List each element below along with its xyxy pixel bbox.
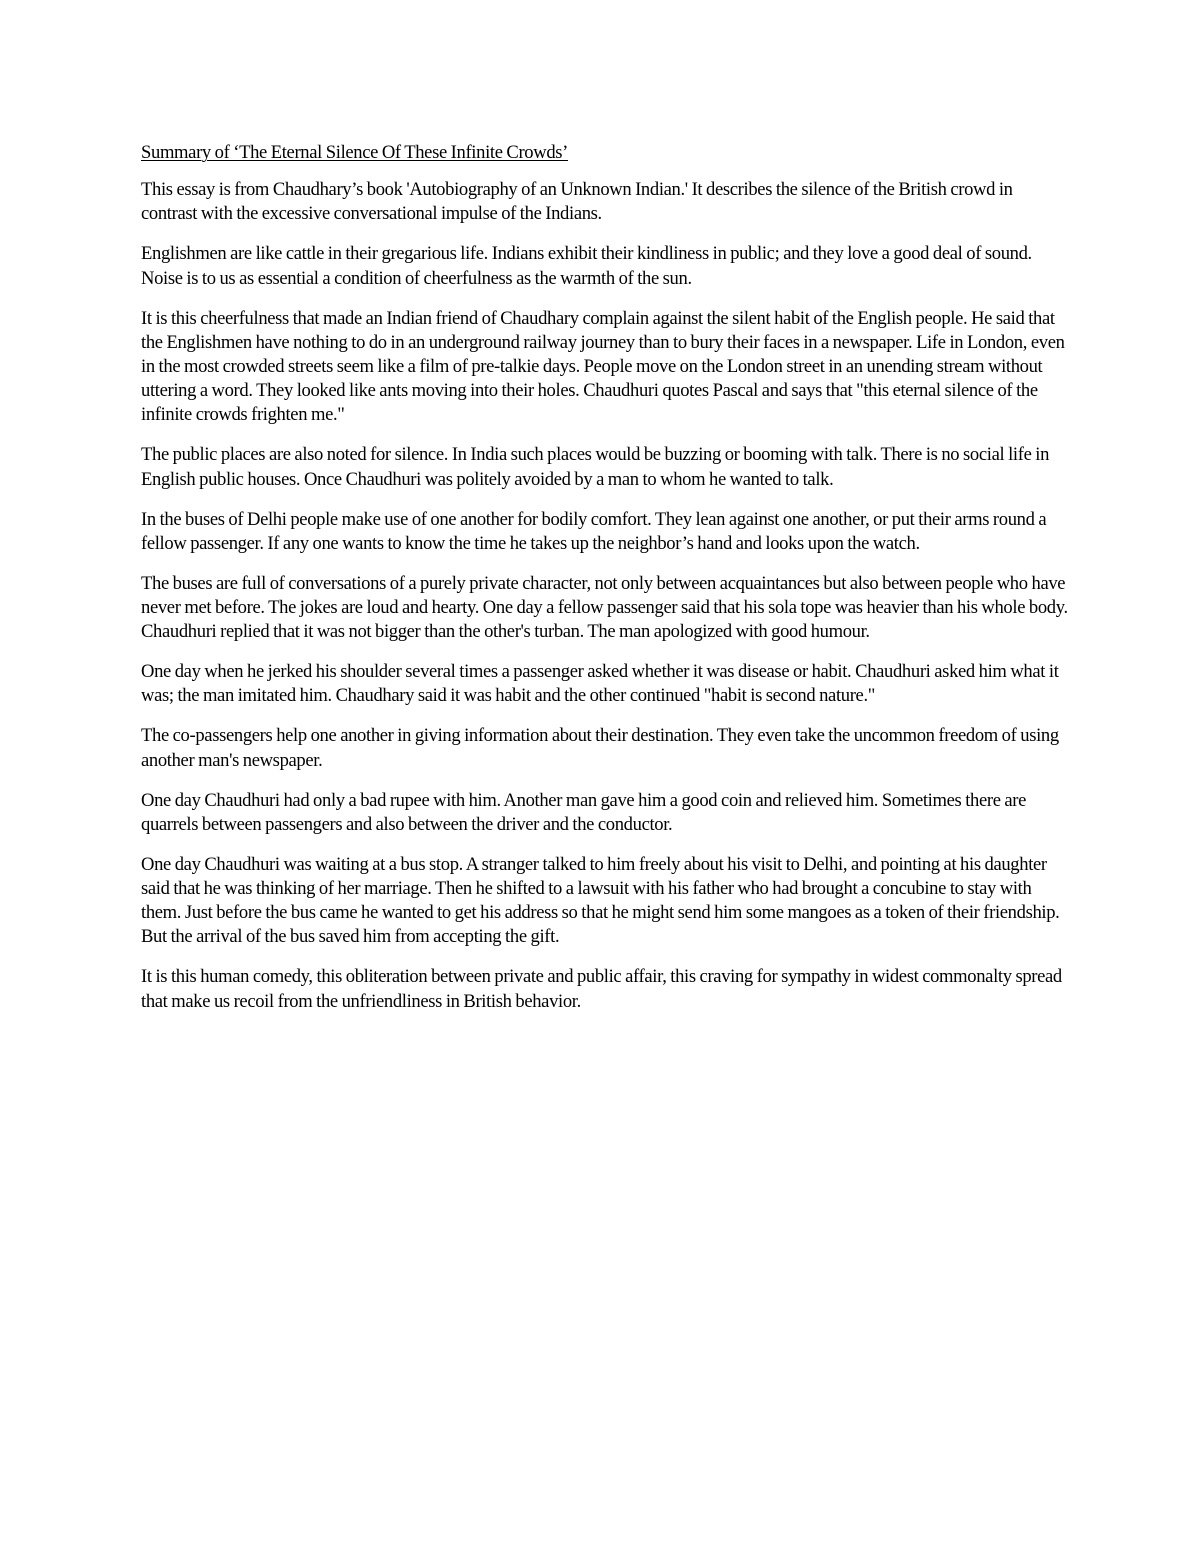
paragraph-8: The co-passengers help one another in giving information about their destination. They even take the uncommon freedom of using another man's newspaper.: [141, 725, 1059, 771]
paragraph-10: One day Chaudhuri was waiting at a bus stop. A stranger talked to him freely about his visit to Delhi, and pointing at his daughter said that he was thinking of her marriage. Then he shifted to a lawsuit with his father who had brought a concubine to stay with them. Just before the bus came he wanted to get his address so that he might send him some mangoes as a token of their friendship. But the arrival of the bus saved him from accepting the gift.: [141, 853, 1060, 948]
paragraph-5: In the buses of Delhi people make use of one another for bodily comfort. They lean against one another, or put their arms round a fellow passenger. If any one wants to know the time he takes up the neighbor’s hand and looks upon the watch.: [141, 508, 1047, 554]
paragraph-7: One day when he jerked his shoulder several times a passenger asked whether it was disease or habit. Chaudhuri asked him what it was; the man imitated him. Chaudhary said it was habit and the other continued "habit is second nature.": [141, 661, 1059, 707]
paragraph-9: One day Chaudhuri had only a bad rupee with him. Another man gave him a good coin and relieved him. Sometimes there are quarrels between passengers and also between the driver and the conductor.: [141, 789, 1027, 835]
paragraph-6: The buses are full of conversations of a purely private character, not only between acquaintances but also between people who have never met before. The jokes are loud and hearty. One day a fellow passenger said that his sola tope was heavier than his whole body. Chaudhuri replied that it was not bigger than the other's turban. The man apologized with good humour.: [141, 572, 1068, 643]
paragraph-3: It is this cheerfulness that made an Indian friend of Chaudhary complain against the silent habit of the English people. He said that the Englishmen have nothing to do in an underground railway journey than to bury their faces in a newspaper. Life in London, even in the most crowded streets seem like a film of pre-talkie days. People move on the London street in an unending stream without uttering a word. They looked like ants moving into their holes. Chaudhuri quotes Pascal and says that "this eternal silence of the infinite crowds frighten me.": [141, 307, 1065, 426]
document-body: [141, 141, 1071, 1030]
paragraph-2: Englishmen are like cattle in their gregarious life. Indians exhibit their kindliness in public; and they love a good deal of sound. Noise is to us as essential a condition of cheerfulness as the warmth of the sun.: [141, 243, 1032, 289]
paragraph-1: This essay is from Chaudhary’s book 'Autobiography of an Unknown Indian.' It describes the silence of the British crowd in contrast with the excessive conversational impulse of the Indians.: [141, 179, 1013, 225]
document-title: Summary of ‘The Eternal Silence Of These Infinite Crowds’: [141, 142, 568, 163]
paragraph-11: It is this human comedy, this obliteration between private and public affair, this craving for sympathy in widest commonalty spread that make us recoil from the unfriendliness in British behavior.: [141, 966, 1062, 1012]
paragraph-4: The public places are also noted for silence. In India such places would be buzzing or booming with talk. There is no social life in English public houses. Once Chaudhuri was politely avoided by a man to whom he wanted to talk.: [141, 444, 1050, 490]
